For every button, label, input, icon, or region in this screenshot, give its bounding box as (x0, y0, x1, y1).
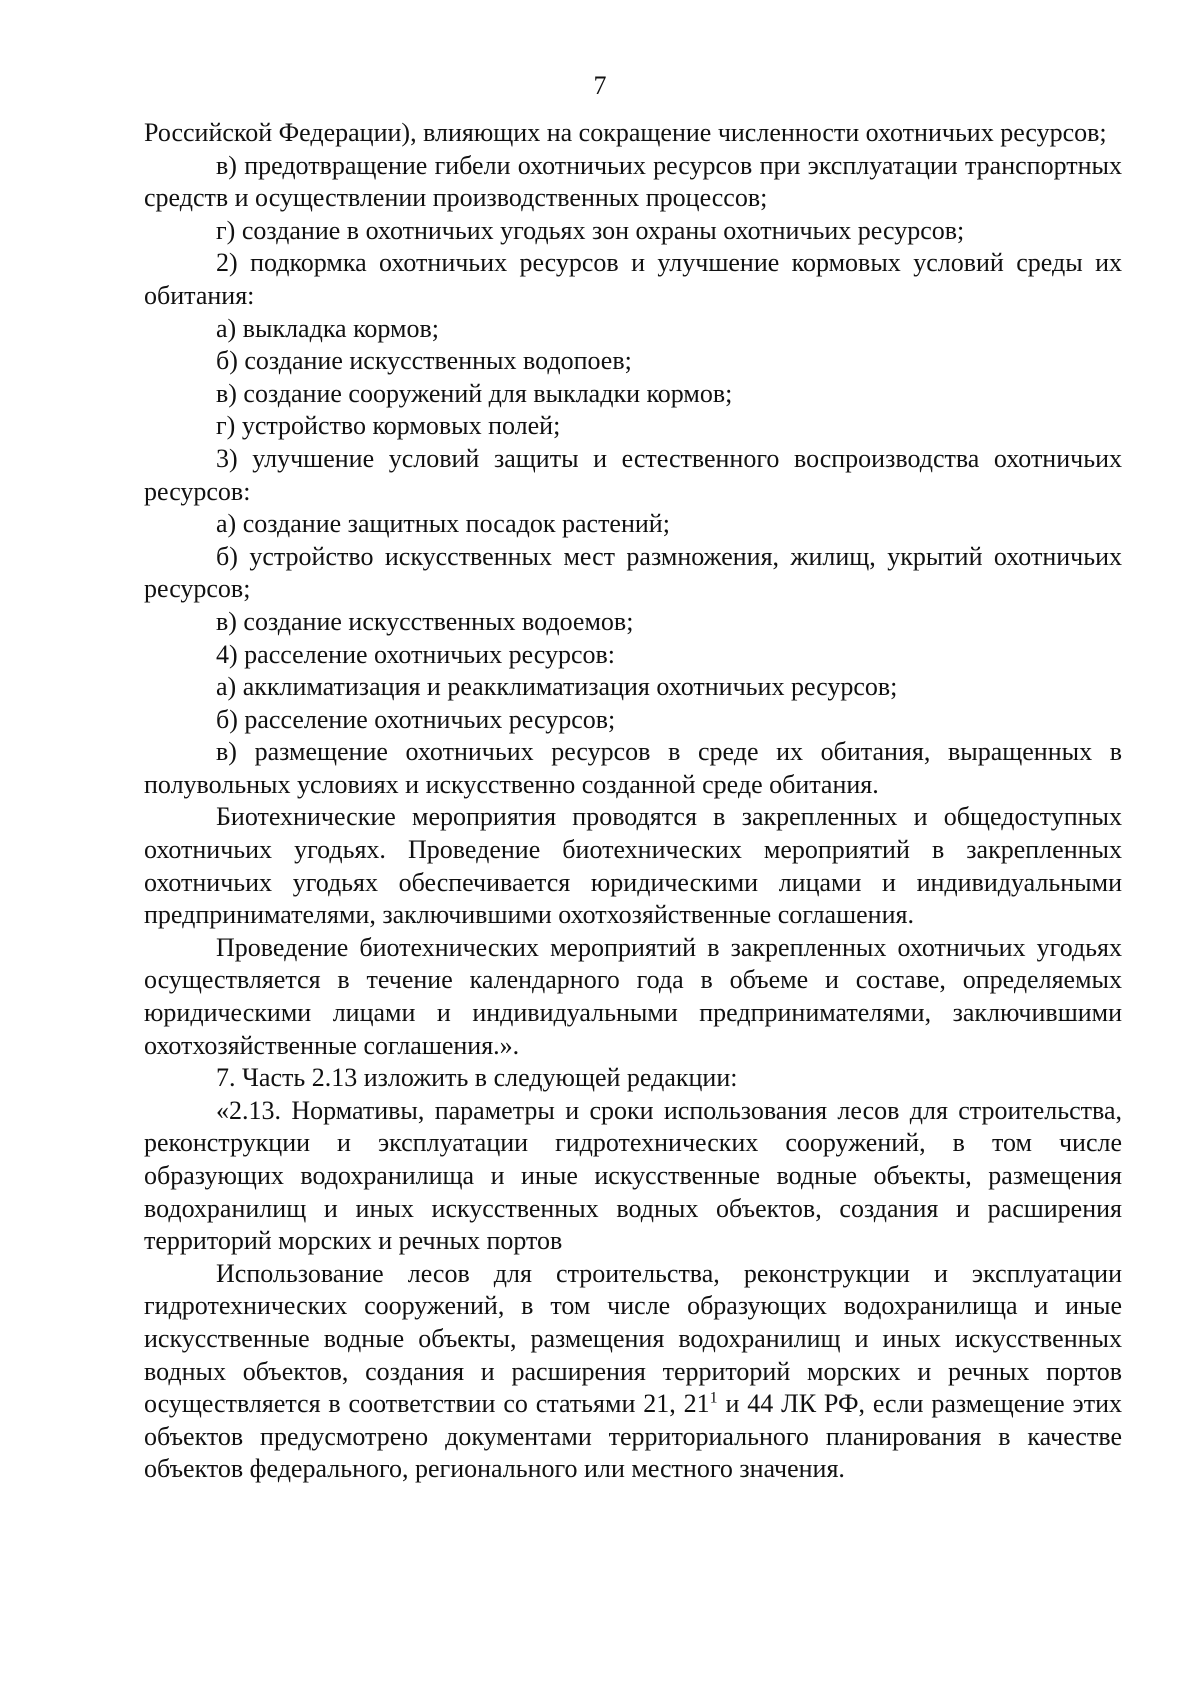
page-number: 7 (593, 71, 607, 100)
list-item-v-placement: в) размещение охотничьих ресурсов в среде их обитания, выращенных в полувольных условиях и искусственно созданной среде обитания. (144, 737, 1122, 799)
paragraph-biotech-measures: Биотехнические мероприятия проводятся в закрепленных и общедоступных охотничьих угодьях. Проведение биотехнических мероприятий в закрепленных охотничьих угодьях обеспечивается юридическими лицами и индивидуальными предпринимателями, заключившими охотхозяйственные соглашения. (144, 802, 1122, 930)
paragraph-section-2-13-title: «2.13. Нормативы, параметры и сроки использования лесов для строительства, реконструкции и эксплуатации гидротехнических сооружений, в том числе образующих водохранилища и иные искусственные водные объекты, размещения водохранилищ и иных искусственных водных объектов, создания и расширения территорий морских и речных портов (144, 1095, 1122, 1256)
document-body (144, 117, 1122, 1486)
list-item-b-breeding-places: б) устройство искусственных мест размножения, жилищ, укрытий охотничьих ресурсов; (144, 541, 1122, 604)
list-item-a-acclimatization: а) акклиматизация и реакклиматизация охотничьих ресурсов; (216, 672, 898, 702)
list-item-g-protection-zones: г) создание в охотничьих угодьях зон охраны охотничьих ресурсов; (216, 215, 965, 245)
list-item-v-prevention: в) предотвращение гибели охотничьих ресурсов при эксплуатации транспортных средств и осуществлении производственных процессов; (144, 150, 1122, 213)
article-superscript: 1 (709, 1389, 718, 1407)
list-item-a-feed-laying: а) выкладка кормов; (216, 313, 439, 343)
list-item-b-watering: б) создание искусственных водопоев; (216, 346, 632, 376)
list-item-a-plantings: а) создание защитных посадок растений; (216, 509, 670, 539)
forest-use-text: Использование лесов для строительства, реконструкции и эксплуатации гидротехнических сооружений, в том числе образующих водохранилища и иные искусственные водные объекты, размещения водохранилищ и иных искусственных водных объектов, создания и расширения территорий морских и речных портов осуществляется в соответствии со статьями 21, 21 (144, 1258, 1122, 1419)
list-item-3-protection: 3) улучшение условий защиты и естественного воспроизводства охотничьих ресурсов: (144, 443, 1122, 506)
list-item-v-ponds: в) создание искусственных водоемов; (216, 606, 634, 636)
paragraph-forest-use (144, 1258, 1122, 1486)
paragraph-part-7: 7. Часть 2.13 изложить в следующей редакции: (216, 1063, 738, 1093)
forest-use-text-end: и 44 ЛК РФ, если размещение этих объектов предусмотрено документами территориального планирования в качестве объектов федерального, регионального или местного значения. (144, 1389, 1122, 1484)
paragraph-biotech-schedule: Проведение биотехнических мероприятий в закрепленных охотничьих угодьях осуществляется в течение календарного года в объеме и составе, определяемых юридическими лицами и индивидуальными предпринимателями, заключившими охотхозяйственные соглашения.». (144, 932, 1122, 1060)
list-item-2-feeding: 2) подкормка охотничьих ресурсов и улучшение кормовых условий среды их обитания: (144, 248, 1122, 310)
list-item-b-resettlement: б) расселение охотничьих ресурсов; (216, 704, 616, 734)
list-item-v-feeding-structures: в) создание сооружений для выкладки кормов; (216, 378, 733, 408)
paragraph-continuation: Российской Федерации), влияющих на сокращение численности охотничьих ресурсов; (144, 118, 1107, 147)
list-item-4-resettlement: 4) расселение охотничьих ресурсов: (216, 639, 616, 669)
list-item-g-feed-fields: г) устройство кормовых полей; (216, 411, 561, 441)
